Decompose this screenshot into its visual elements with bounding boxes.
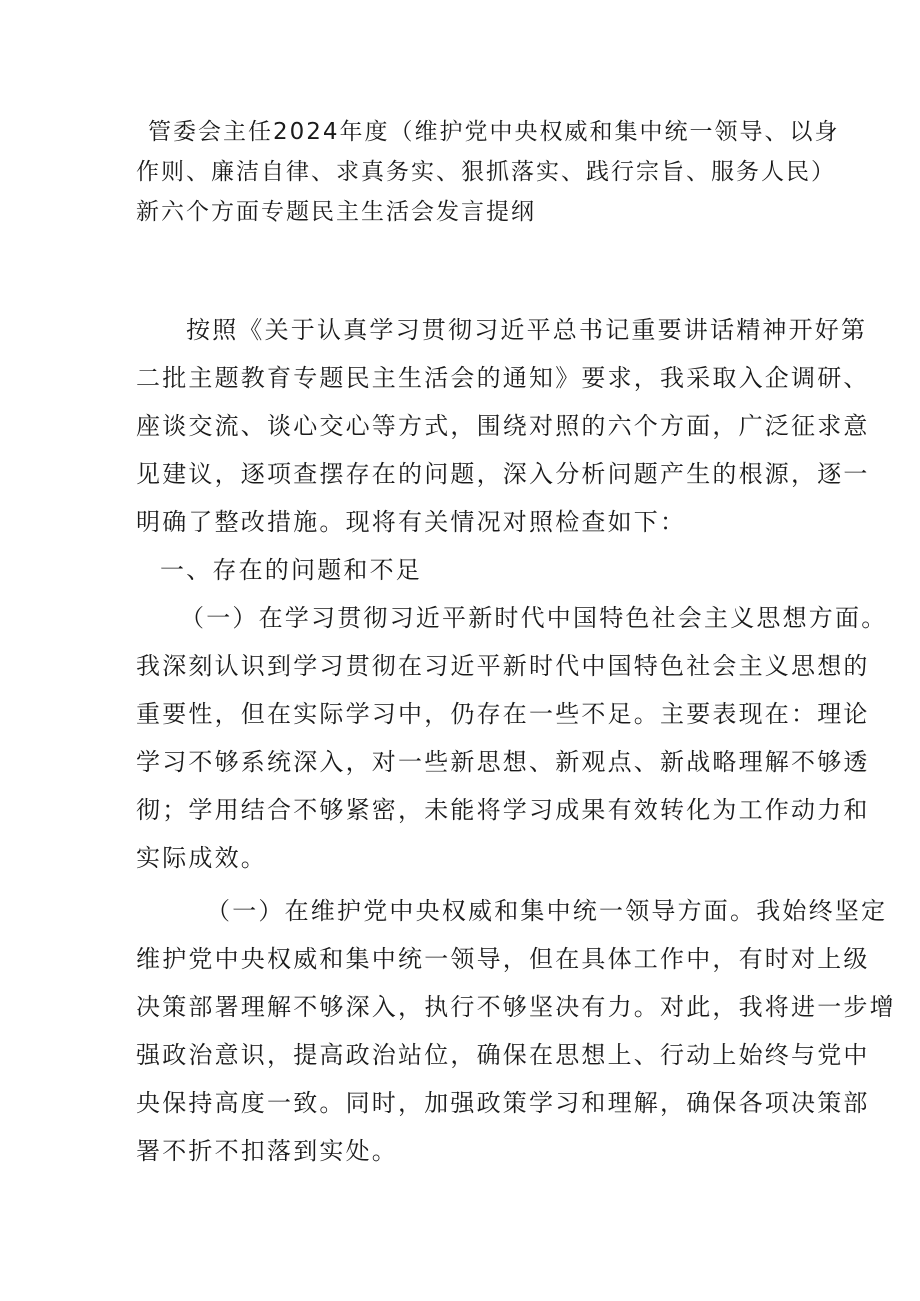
- title-line-1: 管委会主任2024年度（维护党中央权威和集中统一领导、以身: [148, 119, 840, 145]
- section1-line-5: 彻；学用结合不够紧密，未能将学习成果有效转化为工作动力和: [136, 796, 870, 824]
- section2-line-1: （一）在维护党中央权威和集中统一领导方面。我始终坚定: [206, 897, 888, 925]
- section1-line-2: 我深刻认识到学习贯彻在习近平新时代中国特色社会主义思想的: [136, 652, 870, 680]
- section1-line-3: 重要性，但在实际学习中，仍存在一些不足。主要表现在：理论: [136, 700, 870, 728]
- section1-line-6: 实际成效。: [136, 844, 267, 872]
- section2-line-6: 署不折不扣落到实处。: [136, 1137, 398, 1165]
- section2-line-3: 决策部署理解不够深入，执行不够坚决有力。对此，我将进一步增: [136, 993, 896, 1021]
- document-title: [136, 112, 840, 232]
- section-heading-1: 一、存在的问题和不足: [160, 556, 422, 584]
- section2-line-5: 央保持高度一致。同时，加强政策学习和理解，确保各项决策部: [136, 1089, 870, 1117]
- section2-line-4: 强政治意识，提高政治站位，确保在思想上、行动上始终与党中: [136, 1041, 870, 1069]
- title-line-3: 新六个方面专题民主生活会发言提纲: [136, 199, 536, 225]
- intro-line-2: 二批主题教育专题民主生活会的通知》要求，我采取入企调研、: [136, 364, 870, 392]
- intro-line-3: 座谈交流、谈心交心等方式，围绕对照的六个方面，广泛征求意: [136, 412, 870, 440]
- intro-line-5: 明确了整改措施。现将有关情况对照检查如下：: [136, 508, 687, 536]
- intro-line-4: 见建议，逐项查摆存在的问题，深入分析问题产生的根源，逐一: [136, 460, 870, 488]
- document-body: [136, 306, 896, 1175]
- title-line-2: 作则、廉洁自律、求真务实、狠抓落实、践行宗旨、服务人民）: [136, 159, 836, 185]
- section1-line-1: （一）在学习贯彻习近平新时代中国特色社会主义思想方面。: [180, 604, 888, 632]
- section1-line-4: 学习不够系统深入，对一些新思想、新观点、新战略理解不够透: [136, 748, 870, 776]
- intro-line-1: 按照《关于认真学习贯彻习近平总书记重要讲话精神开好第: [186, 316, 868, 344]
- section2-line-2: 维护党中央权威和集中统一领导，但在具体工作中，有时对上级: [136, 945, 870, 973]
